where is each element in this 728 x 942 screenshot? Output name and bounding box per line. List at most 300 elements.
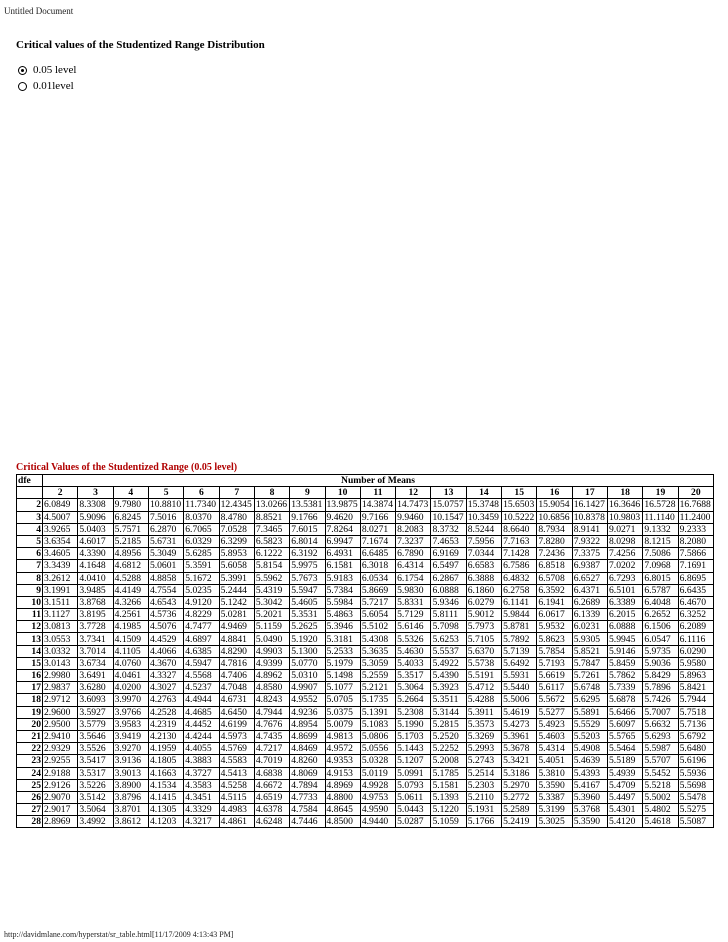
table-cell: 5.9532 [537, 621, 572, 633]
table-cell: 5.6632 [643, 718, 678, 730]
table-cell: 6.3888 [466, 572, 501, 584]
table-cell: 5.7518 [678, 706, 713, 718]
table-row [17, 633, 714, 645]
dfe-cell: 13 [17, 633, 43, 645]
radio-option-005[interactable] [18, 63, 76, 77]
table-cell: 5.2444 [219, 584, 254, 596]
table-cell: 5.4712 [466, 682, 501, 694]
table-cell: 5.7892 [502, 633, 537, 645]
table-cell: 3.3439 [43, 560, 78, 572]
column-header: 4 [113, 487, 148, 499]
table-cell: 7.1691 [678, 560, 713, 572]
table-cell: 4.7217 [254, 743, 289, 755]
radio-button-icon[interactable] [18, 82, 27, 91]
table-cell: 5.5478 [678, 791, 713, 803]
table-cell: 5.1735 [360, 694, 395, 706]
table-cell: 5.3042 [254, 596, 289, 608]
critical-values-table [16, 474, 714, 828]
table-cell: 3.5317 [78, 767, 113, 779]
table-cell: 6.6435 [678, 584, 713, 596]
table-cell: 3.0143 [43, 657, 78, 669]
table-cell: 4.8956 [113, 548, 148, 560]
table-cell: 5.1391 [360, 706, 395, 718]
table-cell: 6.0888 [608, 621, 643, 633]
table-cell: 5.0611 [396, 791, 431, 803]
table-cell: 7.0202 [608, 560, 643, 572]
table-cell: 3.1127 [43, 609, 78, 621]
table-cell: 16.7688 [678, 499, 713, 511]
column-header: 16 [537, 487, 572, 499]
table-cell: 3.5646 [78, 730, 113, 742]
table-row [17, 560, 714, 572]
table-cell: 4.4452 [184, 718, 219, 730]
dfe-cell: 21 [17, 730, 43, 742]
table-cell: 4.3027 [148, 682, 183, 694]
table-cell: 5.1059 [431, 816, 466, 828]
table-row [17, 499, 714, 511]
table-cell: 5.0375 [325, 706, 360, 718]
table-cell: 4.9753 [360, 791, 395, 803]
table-cell: 6.0290 [678, 645, 713, 657]
table-cell: 4.6672 [254, 779, 289, 791]
table-cell: 4.9552 [290, 694, 325, 706]
table-cell: 10.9803 [608, 511, 643, 523]
table-cell: 9.7166 [360, 511, 395, 523]
table-cell: 4.3390 [78, 548, 113, 560]
table-cell: 5.5765 [608, 730, 643, 742]
table-cell: 8.7934 [537, 523, 572, 535]
table-cell: 6.4371 [572, 584, 607, 596]
table-cell: 4.1203 [148, 816, 183, 828]
table-cell: 3.9766 [113, 706, 148, 718]
table-row [17, 755, 714, 767]
table-cell: 5.3678 [502, 743, 537, 755]
table-cell: 5.0287 [396, 816, 431, 828]
table-title: Critical Values of the Studentized Range (0.05 level) [16, 462, 238, 473]
table-cell: 4.1805 [148, 755, 183, 767]
table-cell: 2.9126 [43, 779, 78, 791]
table-cell: 11.2400 [678, 511, 713, 523]
table-cell: 5.5464 [608, 743, 643, 755]
table-cell: 3.1991 [43, 584, 78, 596]
table-cell: 6.3252 [678, 609, 713, 621]
table-cell: 4.6248 [254, 816, 289, 828]
table-cell: 2.9837 [43, 682, 78, 694]
table-cell: 5.1159 [254, 621, 289, 633]
table-cell: 5.4605 [290, 596, 325, 608]
table-cell: 5.5203 [572, 730, 607, 742]
table-cell: 13.0266 [254, 499, 289, 511]
table-row [17, 584, 714, 596]
radio-button-selected-icon[interactable] [18, 66, 27, 75]
table-row [17, 572, 714, 584]
table-cell: 5.8111 [431, 609, 466, 621]
table-cell: 5.4939 [608, 767, 643, 779]
table-cell: 5.3573 [466, 718, 501, 730]
table-cell: 5.4051 [537, 755, 572, 767]
table-cell: 5.7139 [502, 645, 537, 657]
table-cell: 4.0410 [78, 572, 113, 584]
table-cell: 5.5191 [466, 670, 501, 682]
table-cell: 5.7105 [466, 633, 501, 645]
table-cell: 5.4393 [572, 767, 607, 779]
table-cell: 5.8429 [643, 670, 678, 682]
table-cell: 6.7065 [184, 523, 219, 535]
table-cell: 5.6619 [537, 670, 572, 682]
dfe-cell: 24 [17, 767, 43, 779]
table-cell: 5.1300 [290, 645, 325, 657]
table-cell: 3.9136 [113, 755, 148, 767]
column-header: 3 [78, 487, 113, 499]
table-cell: 5.2743 [466, 755, 501, 767]
table-cell: 5.3199 [537, 804, 572, 816]
dfe-cell: 10 [17, 596, 43, 608]
table-cell: 6.3592 [537, 584, 572, 596]
column-header: 11 [360, 487, 395, 499]
table-cell: 5.2252 [431, 743, 466, 755]
table-cell: 3.8701 [113, 804, 148, 816]
table-cell: 5.7007 [643, 706, 678, 718]
table-cell: 5.6731 [148, 535, 183, 547]
table-cell: 4.8290 [219, 645, 254, 657]
table-cell: 6.4048 [643, 596, 678, 608]
table-cell: 3.4605 [43, 548, 78, 560]
table-cell: 15.9054 [537, 499, 572, 511]
table-cell: 4.4529 [148, 633, 183, 645]
number-of-means-header: Number of Means [43, 475, 714, 487]
column-header: 12 [396, 487, 431, 499]
table-cell: 5.2308 [396, 706, 431, 718]
table-cell: 3.4992 [78, 816, 113, 828]
table-cell: 6.1506 [643, 621, 678, 633]
table-cell: 3.9265 [43, 523, 78, 535]
table-cell: 5.3635 [360, 645, 395, 657]
column-header: 17 [572, 487, 607, 499]
table-cell: 5.7571 [113, 523, 148, 535]
table-cell: 5.3591 [184, 560, 219, 572]
table-cell: 4.1509 [113, 633, 148, 645]
table-cell: 3.5927 [78, 706, 113, 718]
table-cell: 4.6519 [254, 791, 289, 803]
table-cell: 3.9485 [78, 584, 113, 596]
table-cell: 4.1305 [148, 804, 183, 816]
column-header: 20 [678, 487, 713, 499]
table-row [17, 645, 714, 657]
table-cell: 5.6492 [502, 657, 537, 669]
table-cell: 5.0601 [148, 560, 183, 572]
table-cell: 5.3768 [572, 804, 607, 816]
table-cell: 5.5102 [360, 621, 395, 633]
table-cell: 7.0968 [643, 560, 678, 572]
column-header: 18 [608, 487, 643, 499]
dfe-cell: 15 [17, 657, 43, 669]
table-cell: 6.1581 [325, 560, 360, 572]
table-cell: 4.5568 [184, 670, 219, 682]
table-cell: 3.0332 [43, 645, 78, 657]
table-cell: 5.6117 [537, 682, 572, 694]
table-row [17, 621, 714, 633]
table-cell: 5.3049 [148, 548, 183, 560]
table-cell: 5.0119 [360, 767, 395, 779]
table-cell: 5.7129 [396, 609, 431, 621]
table-cell: 5.6196 [678, 755, 713, 767]
table-cell: 7.5016 [148, 511, 183, 523]
table-cell: 5.5277 [537, 706, 572, 718]
table-cell: 5.5738 [466, 657, 501, 669]
table-cell: 4.9153 [325, 767, 360, 779]
table-cell: 5.0770 [290, 657, 325, 669]
table-cell: 5.0705 [325, 694, 360, 706]
table-cell: 5.3064 [396, 682, 431, 694]
table-cell: 7.0528 [219, 523, 254, 535]
table-cell: 5.6480 [678, 743, 713, 755]
table-cell: 2.9410 [43, 730, 78, 742]
table-cell: 3.0553 [43, 633, 78, 645]
table-cell: 2.9017 [43, 804, 78, 816]
table-cell: 5.7944 [678, 694, 713, 706]
table-cell: 3.5142 [78, 791, 113, 803]
table-cell: 5.2772 [502, 791, 537, 803]
table-cell: 4.8580 [254, 682, 289, 694]
table-cell: 3.6093 [78, 694, 113, 706]
table-cell: 5.4923 [537, 718, 572, 730]
table-cell: 8.5244 [466, 523, 501, 535]
table-cell: 6.0547 [643, 633, 678, 645]
table-cell: 6.8245 [113, 511, 148, 523]
table-cell: 5.9012 [466, 609, 501, 621]
table-cell: 5.8521 [572, 645, 607, 657]
table-cell: 6.2689 [572, 596, 607, 608]
table-cell: 4.3217 [184, 816, 219, 828]
table-cell: 5.1931 [466, 804, 501, 816]
table-cell: 6.4670 [678, 596, 713, 608]
table-cell: 2.9188 [43, 767, 78, 779]
dfe-cell: 3 [17, 511, 43, 523]
table-cell: 4.7816 [219, 657, 254, 669]
table-cell: 5.7217 [360, 596, 395, 608]
table-cell: 5.9735 [643, 645, 678, 657]
footer-url: http://davidmlane.com/hyperstat/sr_table.html[11/17/2009 4:13:43 PM] [4, 930, 234, 939]
table-cell: 5.2815 [431, 718, 466, 730]
table-cell: 4.7733 [290, 791, 325, 803]
table-row [17, 804, 714, 816]
table-cell: 4.8260 [290, 755, 325, 767]
table-row [17, 609, 714, 621]
table-cell: 4.5237 [184, 682, 219, 694]
table-cell: 5.5962 [254, 572, 289, 584]
table-cell: 8.1215 [643, 535, 678, 547]
table-cell: 4.4685 [184, 706, 219, 718]
table-cell: 5.4308 [360, 633, 395, 645]
table-cell: 9.1766 [290, 511, 325, 523]
column-header: 15 [502, 487, 537, 499]
dfe-cell: 5 [17, 535, 43, 547]
table-cell: 7.1674 [360, 535, 395, 547]
table-cell: 3.9270 [113, 743, 148, 755]
table-cell: 5.3387 [537, 791, 572, 803]
table-cell: 3.5779 [78, 718, 113, 730]
column-numbers-row [17, 487, 714, 499]
table-cell: 4.0200 [113, 682, 148, 694]
table-cell: 5.5218 [643, 779, 678, 791]
table-cell: 5.1990 [396, 718, 431, 730]
table-cell: 4.2528 [148, 706, 183, 718]
table-cell: 5.2520 [431, 730, 466, 742]
table-cell: 4.3329 [184, 804, 219, 816]
table-cell: 8.3308 [78, 499, 113, 511]
table-cell: 5.2970 [502, 779, 537, 791]
table-cell: 5.0328 [360, 755, 395, 767]
dfe-cell: 26 [17, 791, 43, 803]
table-cell: 4.7048 [219, 682, 254, 694]
table-cell: 2.9500 [43, 718, 78, 730]
table-cell: 4.7944 [254, 706, 289, 718]
radio-option-001[interactable] [18, 79, 76, 93]
table-cell: 5.0806 [360, 730, 395, 742]
table-cell: 2.9070 [43, 791, 78, 803]
table-cell: 5.5984 [325, 596, 360, 608]
table-cell: 6.1754 [396, 572, 431, 584]
table-row [17, 718, 714, 730]
table-cell: 9.0271 [608, 523, 643, 535]
table-cell: 8.0271 [360, 523, 395, 535]
table-cell: 4.8069 [290, 767, 325, 779]
table-cell: 5.3923 [431, 682, 466, 694]
table-cell: 5.5987 [643, 743, 678, 755]
table-cell: 5.5326 [396, 633, 431, 645]
table-cell: 4.1985 [113, 621, 148, 633]
table-cell: 8.4780 [219, 511, 254, 523]
table-cell: 4.8229 [184, 609, 219, 621]
column-header: 8 [254, 487, 289, 499]
table-cell: 6.6485 [360, 548, 395, 560]
table-cell: 14.7473 [396, 499, 431, 511]
table-cell: 5.6293 [643, 730, 678, 742]
column-header: 5 [148, 487, 183, 499]
table-cell: 5.7426 [643, 694, 678, 706]
table-cell: 4.2319 [148, 718, 183, 730]
table-cell: 4.8969 [325, 779, 360, 791]
table-cell: 5.9146 [608, 645, 643, 657]
table-cell: 4.8858 [148, 572, 183, 584]
table-row [17, 767, 714, 779]
table-cell: 6.3299 [219, 535, 254, 547]
radio-label-001: 0.01level [33, 80, 74, 92]
table-cell: 4.6897 [184, 633, 219, 645]
table-cell: 5.4630 [396, 645, 431, 657]
table-cell: 4.8469 [290, 743, 325, 755]
table-cell: 2.9712 [43, 694, 78, 706]
table-cell: 5.5087 [678, 816, 713, 828]
table-cell: 16.1427 [572, 499, 607, 511]
table-cell: 5.4639 [572, 755, 607, 767]
table-cell: 6.0329 [184, 535, 219, 547]
table-cell: 4.9120 [184, 596, 219, 608]
table-cell: 3.0813 [43, 621, 78, 633]
table-cell: 5.4390 [431, 670, 466, 682]
table-row [17, 682, 714, 694]
table-cell: 4.1648 [78, 560, 113, 572]
table-cell: 4.3327 [148, 670, 183, 682]
table-cell: 5.0310 [290, 670, 325, 682]
table-cell: 5.8331 [396, 596, 431, 608]
table-cell: 13.5381 [290, 499, 325, 511]
table-cell: 8.8521 [254, 511, 289, 523]
table-cell: 6.8014 [290, 535, 325, 547]
table-cell: 8.9141 [572, 523, 607, 535]
table-cell: 5.4497 [608, 791, 643, 803]
table-cell: 4.1415 [148, 791, 183, 803]
table-cell: 5.2589 [502, 804, 537, 816]
dfe-cell: 25 [17, 779, 43, 791]
table-cell: 5.7193 [537, 657, 572, 669]
table-cell: 3.8900 [113, 779, 148, 791]
table-cell: 5.5936 [678, 767, 713, 779]
table-cell: 11.7340 [184, 499, 219, 511]
table-cell: 4.8699 [290, 730, 325, 742]
table-cell: 4.2763 [148, 694, 183, 706]
table-cell: 6.9387 [572, 560, 607, 572]
table-cell: 6.0849 [43, 499, 78, 511]
table-cell: 4.9353 [325, 755, 360, 767]
table-cell: 4.5076 [148, 621, 183, 633]
table-cell: 6.2015 [608, 609, 643, 621]
table-cell: 6.0617 [537, 609, 572, 621]
table-cell: 4.9236 [290, 706, 325, 718]
table-cell: 5.0991 [396, 767, 431, 779]
table-cell: 5.1393 [431, 791, 466, 803]
table-cell: 5.2514 [466, 767, 501, 779]
table-cell: 9.7980 [113, 499, 148, 511]
dfe-cell: 11 [17, 609, 43, 621]
table-cell: 3.6734 [78, 657, 113, 669]
table-cell: 5.1785 [431, 767, 466, 779]
table-cell: 5.4709 [608, 779, 643, 791]
table-cell: 5.1979 [325, 657, 360, 669]
column-header: 19 [643, 487, 678, 499]
table-cell: 5.0235 [184, 584, 219, 596]
table-cell: 15.0757 [431, 499, 466, 511]
table-cell: 6.1860 [466, 584, 501, 596]
table-cell: 5.7384 [325, 584, 360, 596]
table-cell: 5.4033 [396, 657, 431, 669]
table-cell: 3.6280 [78, 682, 113, 694]
dfe-cell: 22 [17, 743, 43, 755]
table-cell: 5.4288 [466, 694, 501, 706]
table-cell: 5.3960 [572, 791, 607, 803]
table-cell: 16.5728 [643, 499, 678, 511]
column-header: 6 [184, 487, 219, 499]
table-cell: 5.1077 [325, 682, 360, 694]
table-cell: 3.8612 [113, 816, 148, 828]
table-cell: 6.4314 [396, 560, 431, 572]
table-cell: 5.6878 [608, 694, 643, 706]
table-cell: 5.2008 [431, 755, 466, 767]
table-cell: 15.3748 [466, 499, 501, 511]
dfe-cell: 19 [17, 706, 43, 718]
table-cell: 3.5526 [78, 743, 113, 755]
table-cell: 6.5823 [254, 535, 289, 547]
table-cell: 5.1672 [184, 572, 219, 584]
table-row [17, 779, 714, 791]
table-cell: 5.5891 [572, 706, 607, 718]
table-cell: 4.2561 [113, 609, 148, 621]
table-cell: 4.7554 [148, 584, 183, 596]
table-cell: 5.7973 [466, 621, 501, 633]
table-cell: 5.8459 [608, 657, 643, 669]
table-cell: 3.1511 [43, 596, 78, 608]
table-cell: 5.8421 [678, 682, 713, 694]
